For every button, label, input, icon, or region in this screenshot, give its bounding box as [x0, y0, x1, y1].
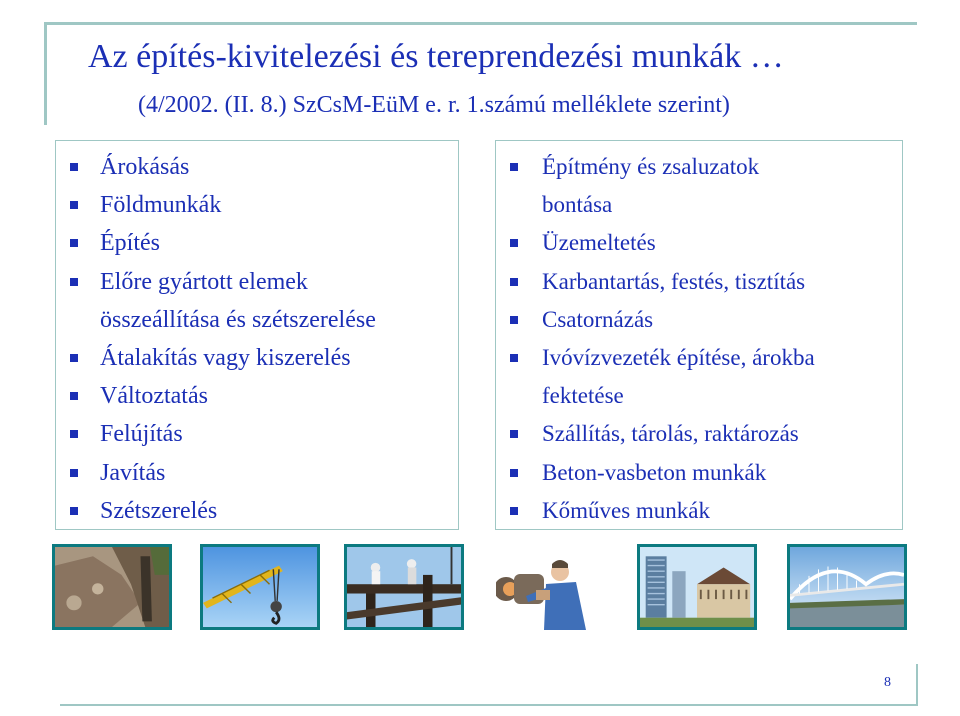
right-list-box — [495, 140, 903, 530]
list-item: Építmény és zsaluzatok — [506, 148, 815, 186]
photo-strip — [52, 544, 912, 630]
square-bullet-icon — [70, 278, 78, 286]
excavation-trench-photo — [52, 544, 172, 630]
square-bullet-icon — [510, 278, 518, 286]
square-bullet-icon — [510, 163, 518, 171]
list-item: Kőműves munkák — [506, 492, 815, 530]
welding-worker-photo — [496, 544, 616, 630]
square-bullet-icon — [70, 392, 78, 400]
list-item: Javítás — [66, 454, 376, 492]
square-bullet-icon — [70, 507, 78, 515]
page-number: 8 — [884, 675, 891, 690]
list-item: Ivóvízvezeték építése, árokba — [506, 339, 815, 377]
square-bullet-icon — [70, 469, 78, 477]
list-item: Felújítás — [66, 415, 376, 453]
steel-beam-workers-photo — [344, 544, 464, 630]
city-buildings-photo — [637, 544, 757, 630]
list-item: Változtatás — [66, 377, 376, 415]
square-bullet-icon — [510, 507, 518, 515]
square-bullet-icon — [70, 354, 78, 362]
crane-hook-photo — [200, 544, 320, 630]
square-bullet-icon — [510, 354, 518, 362]
list-item: Árokásás — [66, 148, 376, 186]
arch-bridge-photo — [787, 544, 907, 630]
list-item: Építés — [66, 224, 376, 262]
list-item: Üzemeltetés — [506, 224, 815, 262]
square-bullet-icon — [70, 239, 78, 247]
square-bullet-icon — [70, 163, 78, 171]
list-item: Szállítás, tárolás, raktározás — [506, 415, 815, 453]
left-list-box — [55, 140, 459, 530]
page-subtitle: (4/2002. (II. 8.) SzCsM-EüM e. r. 1.számú melléklete szerint) — [138, 92, 730, 118]
list-item: Beton-vasbeton munkák — [506, 454, 815, 492]
page-title: Az építés-kivitelezési és tereprendezési munkák … — [88, 38, 784, 75]
list-item: Karbantartás, festés, tisztítás — [506, 263, 815, 301]
list-item: Előre gyártott elemek — [66, 263, 376, 301]
square-bullet-icon — [70, 430, 78, 438]
list-item: Szétszerelés — [66, 492, 376, 530]
list-item-continuation: bontása — [542, 192, 613, 218]
square-bullet-icon — [510, 430, 518, 438]
list-item-continuation: összeállítása és szétszerelése — [100, 306, 376, 333]
footer-frame — [60, 664, 918, 706]
list-item: Földmunkák — [66, 186, 376, 224]
list-item: Csatornázás — [506, 301, 815, 339]
square-bullet-icon — [510, 239, 518, 247]
square-bullet-icon — [510, 469, 518, 477]
list-item: Átalakítás vagy kiszerelés — [66, 339, 376, 377]
square-bullet-icon — [70, 201, 78, 209]
square-bullet-icon — [510, 316, 518, 324]
list-item-continuation: fektetése — [542, 383, 624, 409]
